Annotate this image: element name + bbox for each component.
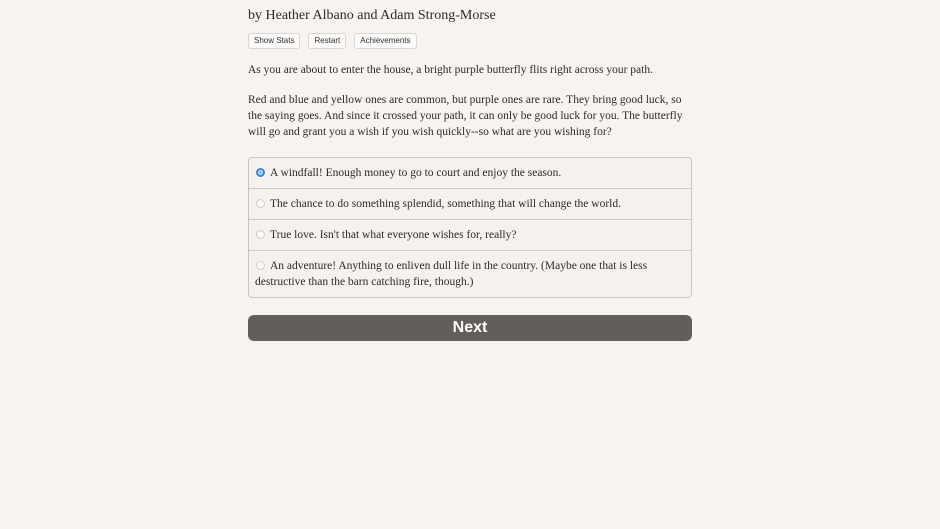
radio-unselected-icon[interactable] xyxy=(256,261,265,270)
choice-label: A windfall! Enough money to go to court and enjoy the season. xyxy=(270,167,562,179)
achievements-button[interactable]: Achievements xyxy=(354,33,416,49)
next-button[interactable]: Next xyxy=(248,315,692,341)
choice-label: An adventure! Anything to enliven dull life in the country. (Maybe one that is less destructive than the barn catching fire, though.) xyxy=(255,260,648,288)
author-byline: by Heather Albano and Adam Strong-Morse xyxy=(248,8,496,23)
show-stats-button[interactable]: Show Stats xyxy=(248,33,300,49)
choice-option[interactable] xyxy=(249,250,691,297)
choice-option[interactable] xyxy=(249,188,691,219)
restart-button[interactable]: Restart xyxy=(308,33,346,49)
toolbar xyxy=(248,33,692,49)
passage-paragraph: As you are about to enter the house, a bright purple butterfly flits right across your path. xyxy=(248,64,653,76)
radio-unselected-icon[interactable] xyxy=(256,230,265,239)
passage-paragraph: Red and blue and yellow ones are common, but purple ones are rare. They bring good luck, so the saying goes. And since it crossed your path, it can only be good luck for you. The butterfly will go and grant you a wish if you wish quickly--so what are you wishing for? xyxy=(248,94,683,138)
choice-list xyxy=(248,157,692,298)
choice-option[interactable] xyxy=(249,158,691,188)
radio-unselected-icon[interactable] xyxy=(256,199,265,208)
choice-option[interactable] xyxy=(249,219,691,250)
choice-label: True love. Isn't that what everyone wishes for, really? xyxy=(270,229,517,241)
radio-selected-icon[interactable] xyxy=(256,168,265,177)
choice-label: The chance to do something splendid, something that will change the world. xyxy=(270,198,621,210)
game-container xyxy=(248,0,692,341)
